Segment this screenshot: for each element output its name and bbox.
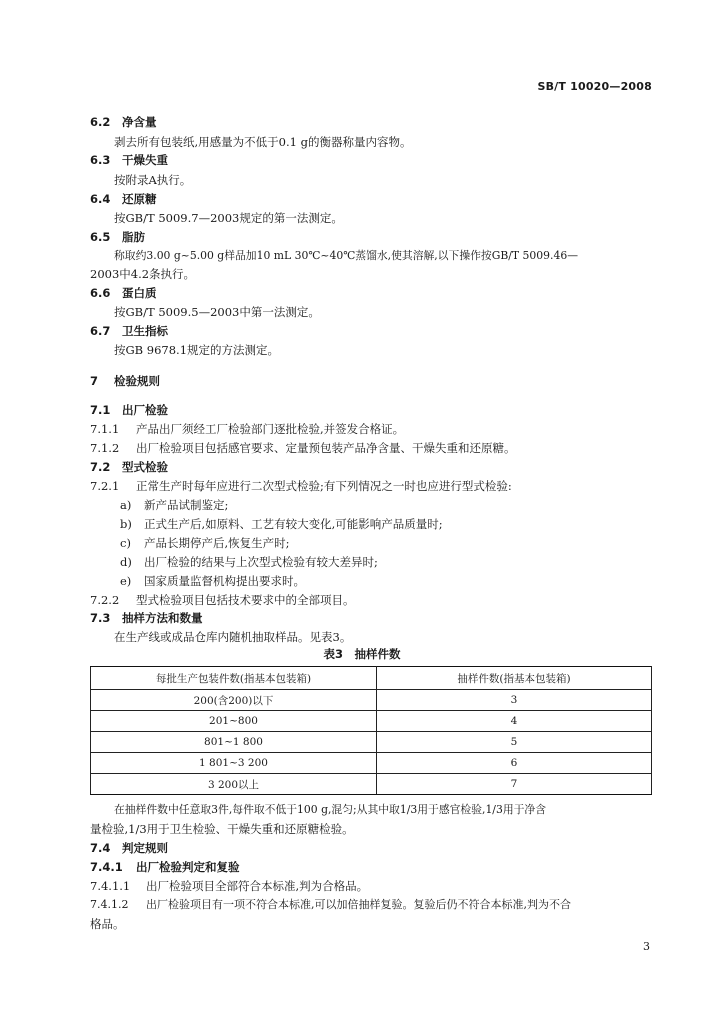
table-cell: 801~1 800 xyxy=(91,732,377,753)
table-cell: 5 xyxy=(377,732,652,753)
table-cell: 1 801~3 200 xyxy=(91,753,377,774)
after-table-line1: 在抽样件数中任意取3件,每件取不低于100 g,混匀;从其中取1/3用于感官检验,1/3用于净含 xyxy=(114,803,547,816)
table-header-cell: 抽样件数(指基本包装箱) xyxy=(377,667,652,690)
section-7-1-heading: 7.1 出厂检验 xyxy=(90,403,168,417)
section-6-2-heading: 6.2 净含量 xyxy=(90,115,157,129)
list-item-e: e) 国家质量监督机构提出要求时。 xyxy=(120,574,305,588)
section-7-2-heading: 7.2 型式检验 xyxy=(90,460,168,474)
standard-code: SB/T 10020—2008 xyxy=(537,80,652,93)
list-item-a: a) 新产品试制鉴定; xyxy=(120,498,229,512)
section-6-4-text: 按GB/T 5009.7—2003规定的第一法测定。 xyxy=(114,211,343,225)
section-7-3-heading: 7.3 抽样方法和数量 xyxy=(90,611,203,625)
section-7-3-text: 在生产线或成品仓库内随机抽取样品。见表3。 xyxy=(114,630,352,644)
section-7-4-1-2-line2: 格品。 xyxy=(90,917,125,931)
table-cell: 4 xyxy=(377,711,652,732)
section-6-2-text: 剥去所有包装纸,用感量为不低于0.1 g的衡器称量内容物。 xyxy=(114,135,412,149)
table-3 xyxy=(90,666,652,795)
section-6-6-heading: 6.6 蛋白质 xyxy=(90,286,157,300)
section-7-1-2: 7.1.2 出厂检验项目包括感官要求、定量预包装产品净含量、干燥失重和还原糖。 xyxy=(90,441,516,455)
section-6-7-heading: 6.7 卫生指标 xyxy=(90,324,168,338)
list-item-b: b) 正式生产后,如原料、工艺有较大变化,可能影响产品质量时; xyxy=(120,517,443,531)
section-6-5-text-line1: 称取约3.00 g~5.00 g样品加10 mL 30℃~40℃蒸馏水,使其溶解,以下操作按GB/T 5009.46— xyxy=(114,249,578,262)
section-7-4-1-heading: 7.4.1 出厂检验判定和复验 xyxy=(90,860,240,874)
table-header-row xyxy=(91,667,652,690)
table-header-cell: 每批生产包装件数(指基本包装箱) xyxy=(91,667,377,690)
table-cell: 6 xyxy=(377,753,652,774)
table-cell: 7 xyxy=(377,774,652,795)
section-6-7-text: 按GB 9678.1规定的方法测定。 xyxy=(114,343,280,357)
table-cell: 200(含200)以下 xyxy=(91,690,377,711)
section-7-2-1: 7.2.1 正常生产时每年应进行二次型式检验;有下列情况之一时也应进行型式检验: xyxy=(90,479,512,493)
list-item-d: d) 出厂检验的结果与上次型式检验有较大差异时; xyxy=(120,555,378,569)
section-6-6-text: 按GB/T 5009.5—2003中第一法测定。 xyxy=(114,305,320,319)
table-row xyxy=(91,732,652,753)
section-7-4-1-2-line1: 7.4.1.2 出厂检验项目有一项不符合本标准,可以加倍抽样复验。复验后仍不符合本标准,判为不合 xyxy=(90,898,571,911)
list-item-c: c) 产品长期停产后,恢复生产时; xyxy=(120,536,290,550)
after-table-line2: 量检验,1/3用于卫生检验、干燥失重和还原糖检验。 xyxy=(90,822,354,836)
table-row xyxy=(91,711,652,732)
table-row xyxy=(91,690,652,711)
section-7-4-1-1: 7.4.1.1 出厂检验项目全部符合本标准,判为合格品。 xyxy=(90,879,369,893)
table-row xyxy=(91,774,652,795)
section-6-5-text-line2: 2003中4.2条执行。 xyxy=(90,267,196,281)
section-7-1-1: 7.1.1 产品出厂须经工厂检验部门逐批检验,并签发合格证。 xyxy=(90,422,405,436)
section-6-3-heading: 6.3 干燥失重 xyxy=(90,153,168,167)
section-6-3-text: 按附录A执行。 xyxy=(114,173,192,187)
section-6-5-heading: 6.5 脂肪 xyxy=(90,230,145,244)
table-cell: 3 200以上 xyxy=(91,774,377,795)
section-7-heading: 7 检验规则 xyxy=(90,374,160,388)
table-cell: 3 xyxy=(377,690,652,711)
table-row xyxy=(91,753,652,774)
section-6-4-heading: 6.4 还原糖 xyxy=(90,192,157,206)
table-3-caption: 表3 抽样件数 xyxy=(323,647,401,661)
table-cell: 201~800 xyxy=(91,711,377,732)
page-number: 3 xyxy=(643,940,650,953)
section-7-2-2: 7.2.2 型式检验项目包括技术要求中的全部项目。 xyxy=(90,593,355,607)
section-7-4-heading: 7.4 判定规则 xyxy=(90,841,168,855)
